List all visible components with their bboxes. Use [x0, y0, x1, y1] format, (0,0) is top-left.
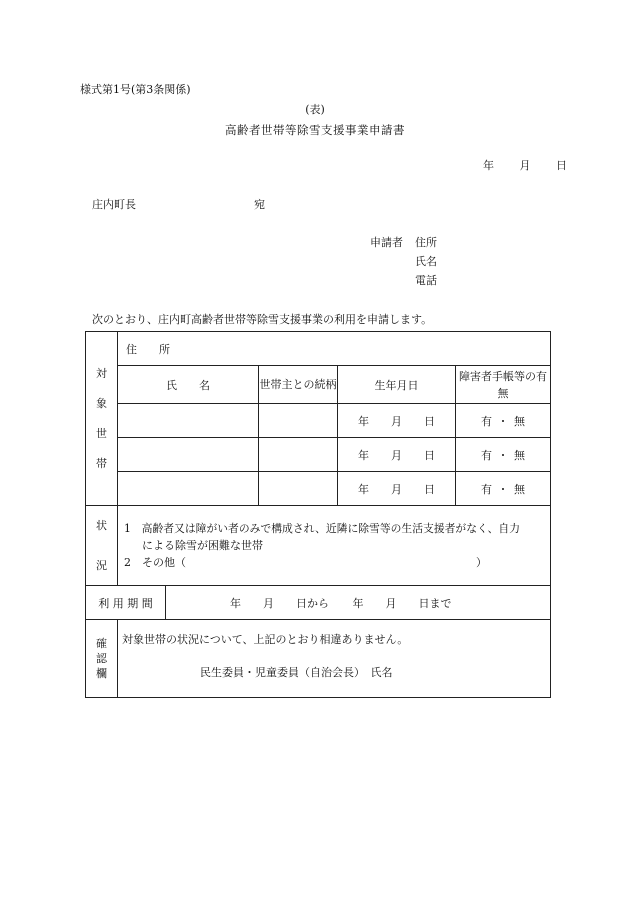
- member-handbook-yn: 有 ・ 無: [456, 404, 551, 438]
- status-label: 状 況: [86, 506, 118, 586]
- addressee-honorific: 宛: [254, 198, 265, 211]
- application-table: [85, 331, 551, 698]
- applicant-label: 申請者: [370, 236, 403, 249]
- intro-text: 次のとおり、庄内町高齢者世帯等除雪支援事業の利用を申請します。: [92, 313, 433, 326]
- member-relation-field[interactable]: [259, 438, 338, 472]
- member-birthdate: 年 月 日: [338, 438, 456, 472]
- period-label: 利 用 期 間: [86, 586, 166, 620]
- handbook-header: 障害者手帳等の有無: [456, 366, 551, 404]
- status-option-1-cont: による除雪が困難な世帯: [142, 539, 263, 552]
- period-field: [166, 586, 551, 620]
- member-relation-field[interactable]: [259, 404, 338, 438]
- status-option-1: 1 高齢者又は障がい者のみで構成され、近隣に除雪等の生活支援者がなく、自力: [124, 522, 520, 535]
- member-name-field[interactable]: [118, 438, 259, 472]
- applicant-address-label: 住所: [415, 236, 437, 249]
- confirm-label: 確 認 欄: [86, 620, 118, 698]
- year-label: 年: [483, 159, 494, 172]
- member-relation-field[interactable]: [259, 472, 338, 506]
- member-birthdate: 年 月 日: [338, 404, 456, 438]
- document-title: 高齢者世帯等除雪支援事業申請書: [225, 123, 405, 137]
- applicant-phone-label: 電話: [415, 274, 437, 287]
- birthdate-header: 生年月日: [338, 366, 456, 404]
- applicant-name-label: 氏名: [415, 255, 437, 268]
- month-label: 月: [519, 159, 531, 172]
- status-option-2: 2 その他（ ）: [124, 556, 487, 569]
- member-handbook-yn: 有 ・ 無: [456, 472, 551, 506]
- period-from: 年 月 日から: [230, 596, 329, 610]
- addressee-name: 庄内町長: [92, 198, 136, 211]
- application-date: [483, 157, 567, 173]
- period-to: 年 月 日まで: [352, 596, 452, 610]
- member-name-field[interactable]: [118, 472, 259, 506]
- name-header: 氏 名: [118, 366, 259, 404]
- status-options: [118, 506, 551, 586]
- form-number: 様式第1号(第3条関係): [80, 83, 191, 96]
- member-name-field[interactable]: [118, 404, 259, 438]
- relation-header: 世帯主との続柄: [259, 366, 338, 404]
- address-field[interactable]: [259, 332, 551, 366]
- confirm-statement: 対象世帯の状況について、上記のとおり相違ありません。: [122, 633, 409, 646]
- household-label: 対 象 世 帯: [86, 332, 118, 506]
- member-handbook-yn: 有 ・ 無: [456, 438, 551, 472]
- day-label: 日: [556, 159, 567, 172]
- address-label: 住 所: [118, 332, 259, 366]
- side-label: (表): [305, 103, 325, 116]
- member-birthdate: 年 月 日: [338, 472, 456, 506]
- confirm-signature: 民生委員・児童委員（自治会長） 氏名: [200, 666, 393, 679]
- confirm-section: [118, 620, 551, 698]
